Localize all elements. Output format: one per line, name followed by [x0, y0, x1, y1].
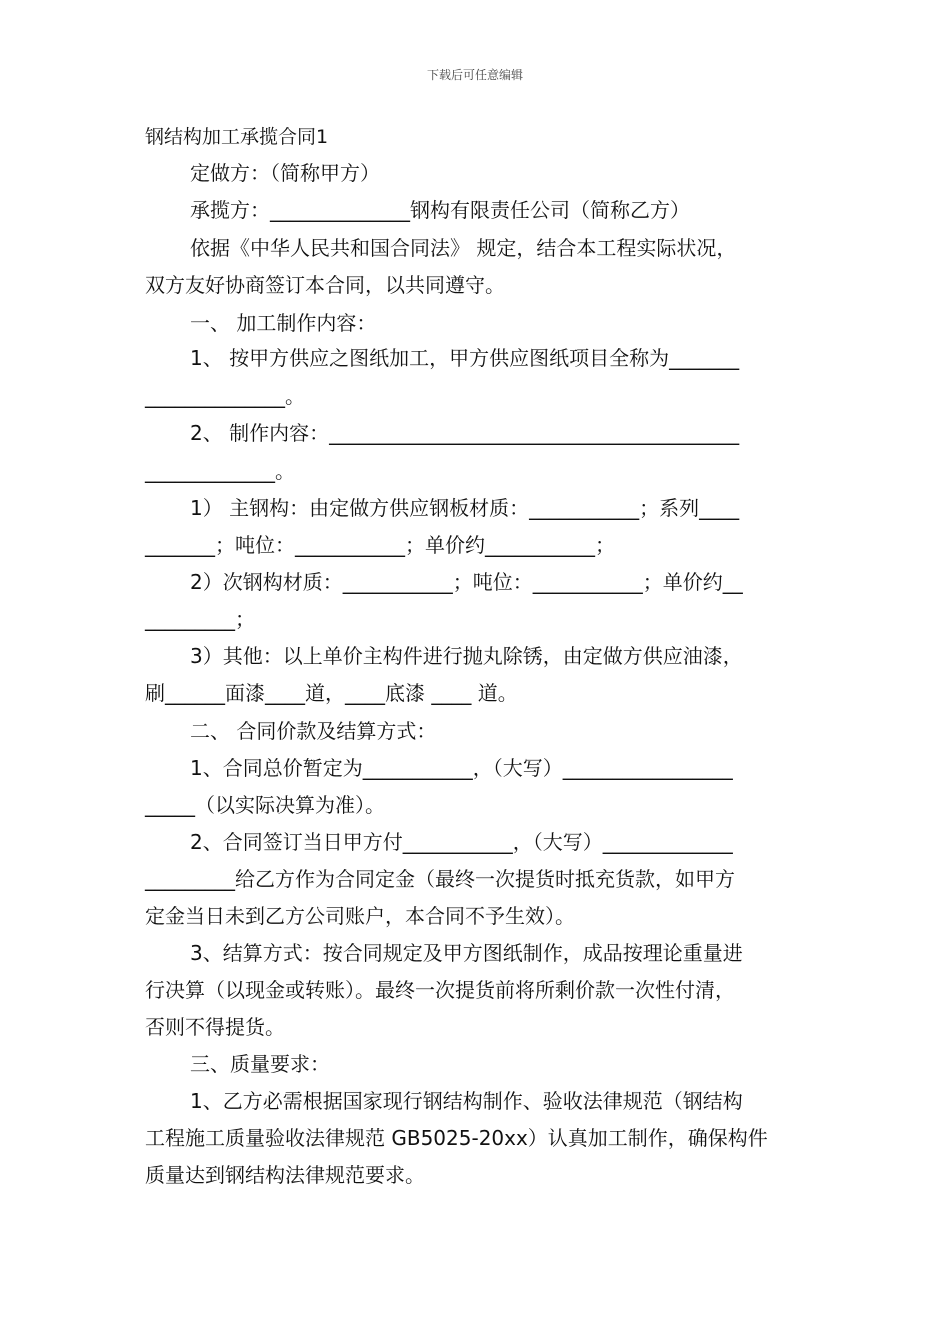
paragraph-line: 定金当日未到乙方公司账户，本合同不予生效）。 [145, 904, 575, 928]
document-title: 钢结构加工承揽合同1 [145, 126, 329, 148]
paragraph-line: 工程施工质量验收法律规范 GB5025-20xx）认真加工制作，确保构件 [145, 1126, 768, 1150]
paragraph-line: 双方友好协商签订本合同，以共同遵守。 [145, 273, 505, 297]
paragraph-line: 2、 制作内容：_________________________________________ [190, 421, 740, 445]
party-a-line: 定做方：（简称甲方） [190, 161, 380, 185]
paragraph-line: _________给乙方作为合同定金（最终一次提货时抵充货款，如甲方 [145, 867, 735, 891]
paragraph-line: 3）其他：以上单价主构件进行抛丸除锈，由定做方供应油漆， [190, 644, 743, 668]
paragraph-line: 1、乙方必需根据国家现行钢结构制作、验收法律规范（钢结构 [190, 1089, 743, 1113]
section-heading: 三、质量要求： [190, 1052, 330, 1076]
paragraph-line: 2）次钢构材质：___________；吨位：___________；单价约__ [190, 570, 743, 594]
paragraph-line: 1） 主钢构：由定做方供应钢板材质：___________；系列____ [190, 496, 740, 520]
paragraph-line: 质量达到钢结构法律规范要求。 [145, 1163, 425, 1187]
paragraph-line: 1、 按甲方供应之图纸加工，甲方供应图纸项目全称为_______ [190, 346, 740, 370]
paragraph-line: 依据《中华人民共和国合同法》 规定，结合本工程实际状况， [190, 236, 737, 260]
paragraph-line: _____（以实际决算为准）。 [145, 793, 385, 817]
paragraph-line: ______________。 [145, 384, 305, 408]
paragraph-line: 1、合同总价暂定为___________，（大写）_________________ [190, 756, 733, 780]
paragraph-line: 行决算（以现金或转账）。最终一次提货前将所剩价款一次性付清， [145, 978, 735, 1002]
section-heading: 二、 合同价款及结算方式： [190, 719, 437, 743]
page-header-note: 下载后可任意编辑 [426, 68, 523, 82]
paragraph-line: 2、合同签订当日甲方付___________，（大写）_____________ [190, 830, 733, 854]
paragraph-line: _______；吨位：___________；单价约___________； [145, 533, 615, 557]
paragraph-line: 否则不得提货。 [145, 1015, 285, 1039]
paragraph-line: 3、结算方式：按合同规定及甲方图纸制作，成品按理论重量进 [190, 941, 743, 965]
paragraph-line: _____________。 [145, 459, 295, 483]
section-heading: 一、 加工制作内容： [190, 311, 377, 335]
party-b-line: 承揽方：______________钢构有限责任公司（简称乙方） [190, 198, 690, 222]
paragraph-line: _________； [145, 607, 255, 631]
paragraph-line: 刷______面漆____道，____底漆 ____ 道。 [145, 681, 518, 705]
